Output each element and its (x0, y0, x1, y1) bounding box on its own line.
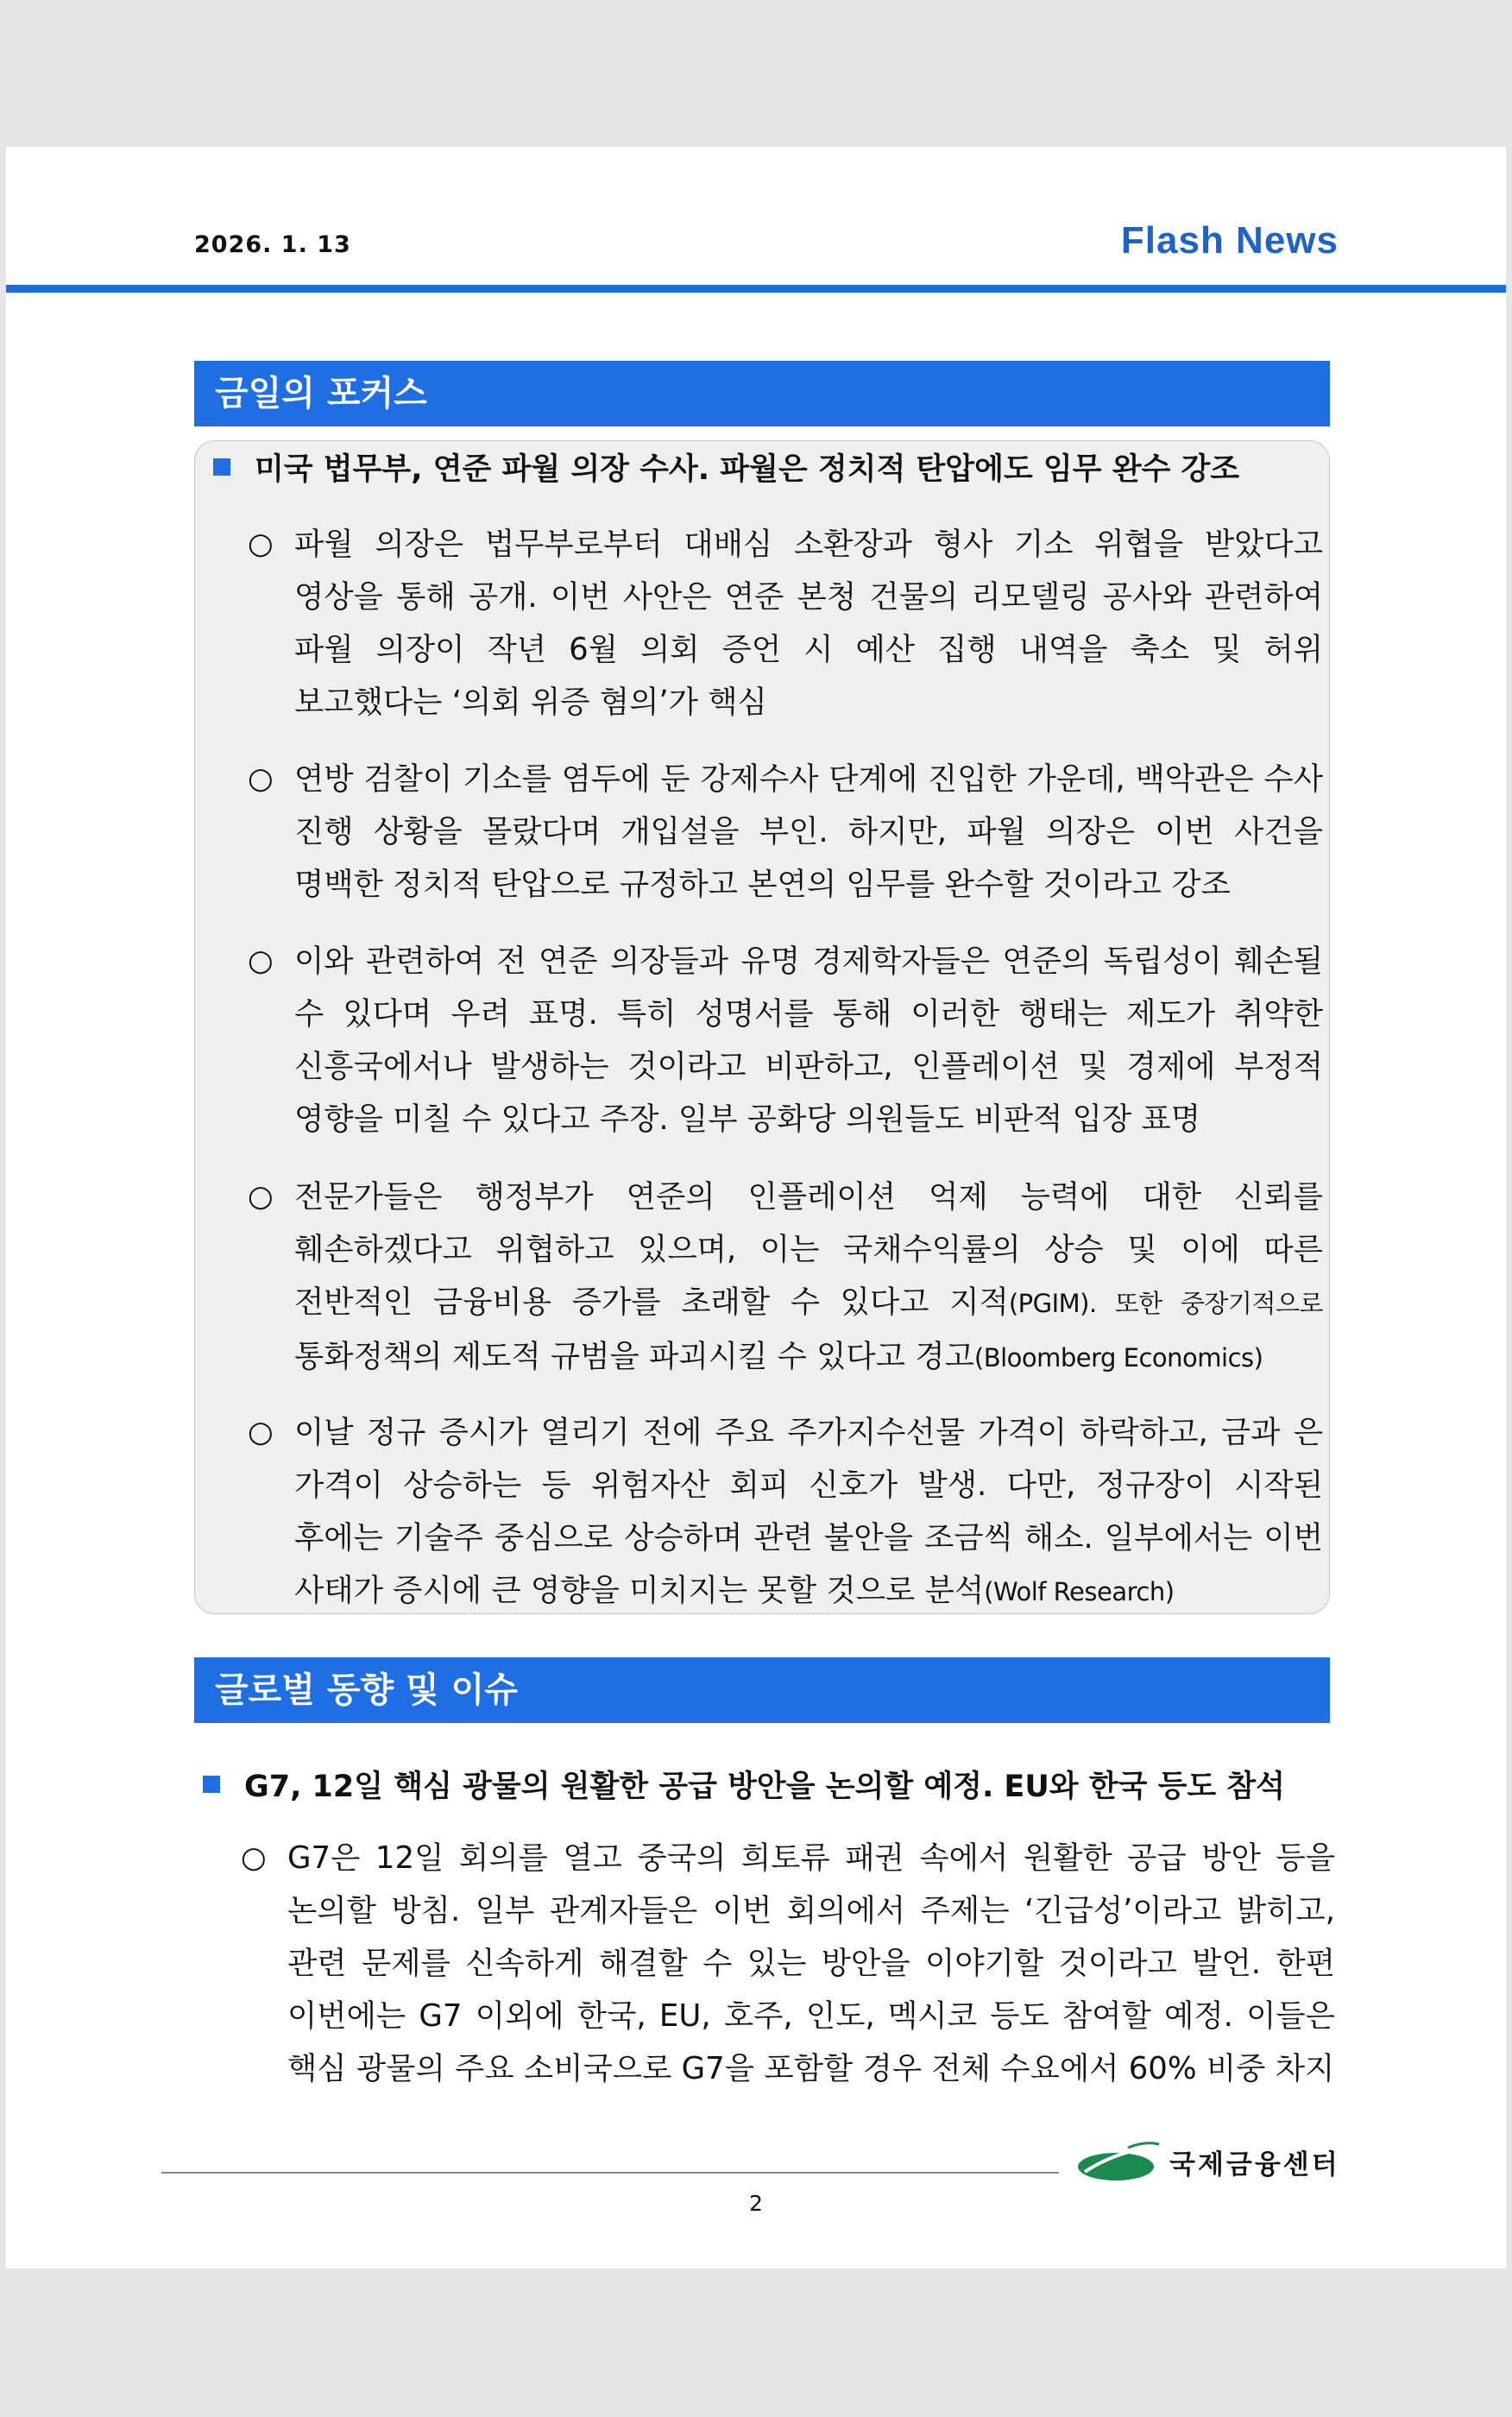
focus-bullet-5 (248, 1406, 1323, 1619)
circle-bullet-icon: ○ (248, 527, 274, 561)
source-citation: (Bloomberg Economics) (973, 1343, 1263, 1373)
bullet-line: 후에는 기술주 중심으로 상승하며 관련 불안을 조금씩 해소. 일부에서는 이번 (294, 1520, 1323, 1556)
focus-bullet-1 (248, 518, 1323, 729)
bullet-line (294, 1564, 1323, 1619)
bullet-line: 진행 상황을 몰랐다며 개입설을 부인. 하지만, 파월 의장은 이번 사건을 (294, 814, 1323, 849)
footer-divider (161, 2172, 1059, 2174)
bullet-line: 파월 의장은 법무부로부터 대배심 소환장과 형사 기소 위협을 받았다고 (294, 527, 1323, 562)
bullet-line: 영향을 미칠 수 있다고 주장. 일부 공화당 의원들도 비판적 입장 표명 (294, 1101, 1201, 1137)
circle-bullet-icon: ○ (241, 1840, 267, 1875)
focus-headline (213, 445, 1239, 489)
bullet-line: 연방 검찰이 기소를 염두에 둔 강제수사 단계에 진입한 가운데, 백악관은 수사 (294, 761, 1323, 797)
focus-bullet-4 (248, 1171, 1323, 1385)
bullet-line (294, 1330, 1323, 1385)
global-bullet-1 (241, 1832, 1335, 2095)
circle-bullet-icon: ○ (248, 1415, 274, 1449)
report-date: 2026. 1. 13 (194, 231, 351, 258)
source-citation: (PGIM). 또한 중장기적으로 (1008, 1289, 1323, 1318)
report-title: Flash News (1120, 219, 1339, 262)
bullet-line: 훼손하겠다고 위협하고 있으며, 이는 국채수익률의 상승 및 이에 따른 (294, 1232, 1323, 1267)
focus-bullet-3 (248, 935, 1323, 1145)
bullet-line: 이와 관련하여 전 연준 의장들과 유명 경제학자들은 연준의 독립성이 훼손될 (294, 943, 1323, 979)
bullet-line-text: 전반적인 금융비용 증가를 초래할 수 있다고 지적 (294, 1284, 1009, 1320)
source-citation: (Wolf Research) (984, 1577, 1175, 1606)
bullet-line-text: 사태가 증시에 큰 영향을 미치지는 못할 것으로 분석 (294, 1573, 985, 1608)
section-title-global: 글로벌 동향 및 이슈 (194, 1657, 1330, 1723)
bullet-line: 수 있다며 우려 표명. 특히 성명서를 통해 이러한 행태는 제도가 취약한 (294, 996, 1323, 1032)
global-headline (203, 1763, 1285, 1806)
bullet-line: 논의할 방침. 일부 관계자들은 이번 회의에서 주제는 ‘긴급성’이라고 밝히고, (287, 1893, 1335, 1928)
bullet-line: 이번에는 G7 이외에 한국, EU, 호주, 인도, 멕시코 등도 참여할 예정. 이들은 (287, 1998, 1335, 2034)
bullet-line: 가격이 상승하는 등 위험자산 회피 신호가 발생. 다만, 정규장이 시작된 (294, 1467, 1323, 1503)
bullet-line: 신흥국에서나 발생하는 것이라고 비판하고, 인플레이션 및 경제에 부정적 (294, 1049, 1323, 1084)
circle-bullet-icon: ○ (248, 943, 274, 978)
focus-headline-text: 미국 법무부, 연준 파월 의장 수사. 파월은 정치적 탄압에도 임무 완수 강조 (255, 452, 1240, 487)
bullet-line: 핵심 광물의 주요 소비국으로 G7을 포함할 경우 전체 수요에서 60% 비중 차지 (287, 2051, 1335, 2086)
header-divider (6, 285, 1506, 293)
bullet-line: 전문가들은 행정부가 연준의 인플레이션 억제 능력에 대한 신뢰를 (294, 1179, 1323, 1215)
kcif-logo-icon (1076, 2137, 1162, 2189)
square-bullet-icon (213, 458, 230, 476)
section-title-focus: 금일의 포커스 (194, 361, 1330, 426)
bullet-line (294, 1276, 1323, 1330)
footer-organization: 국제금융센터 (1169, 2149, 1340, 2180)
square-bullet-icon (203, 1776, 220, 1793)
circle-bullet-icon: ○ (248, 761, 274, 796)
bullet-line: 파월 의장이 작년 6월 의회 증언 시 예산 집행 내역을 축소 및 허위 (294, 632, 1323, 667)
bullet-line: 보고했다는 ‘의회 위증 혐의’가 핵심 (294, 685, 767, 720)
page-number: 2 (749, 2191, 763, 2216)
document-page (6, 147, 1506, 2269)
circle-bullet-icon: ○ (248, 1179, 274, 1214)
bullet-line: 관련 문제를 신속하게 해결할 수 있는 방안을 이야기할 것이라고 발언. 한편 (287, 1946, 1335, 1981)
focus-bullet-2 (248, 753, 1323, 911)
bullet-line: G7은 12일 회의를 열고 중국의 희토류 패권 속에서 원활한 공급 방안 등을 (287, 1840, 1335, 1876)
bullet-line-text: 통화정책의 제도적 규범을 파괴시킬 수 있다고 경고 (294, 1339, 974, 1374)
bullet-line: 영상을 통해 공개. 이번 사안은 연준 본청 건물의 리모델링 공사와 관련하여 (294, 579, 1323, 615)
global-headline-text: G7, 12일 핵심 광물의 원활한 공급 방안을 논의할 예정. EU와 한국 등도 참석 (244, 1770, 1285, 1804)
bullet-line: 이날 정규 증시가 열리기 전에 주요 주가지수선물 가격이 하락하고, 금과 은 (294, 1415, 1323, 1450)
bullet-line: 명백한 정치적 탄압으로 규정하고 본연의 임무를 완수할 것이라고 강조 (294, 867, 1231, 902)
